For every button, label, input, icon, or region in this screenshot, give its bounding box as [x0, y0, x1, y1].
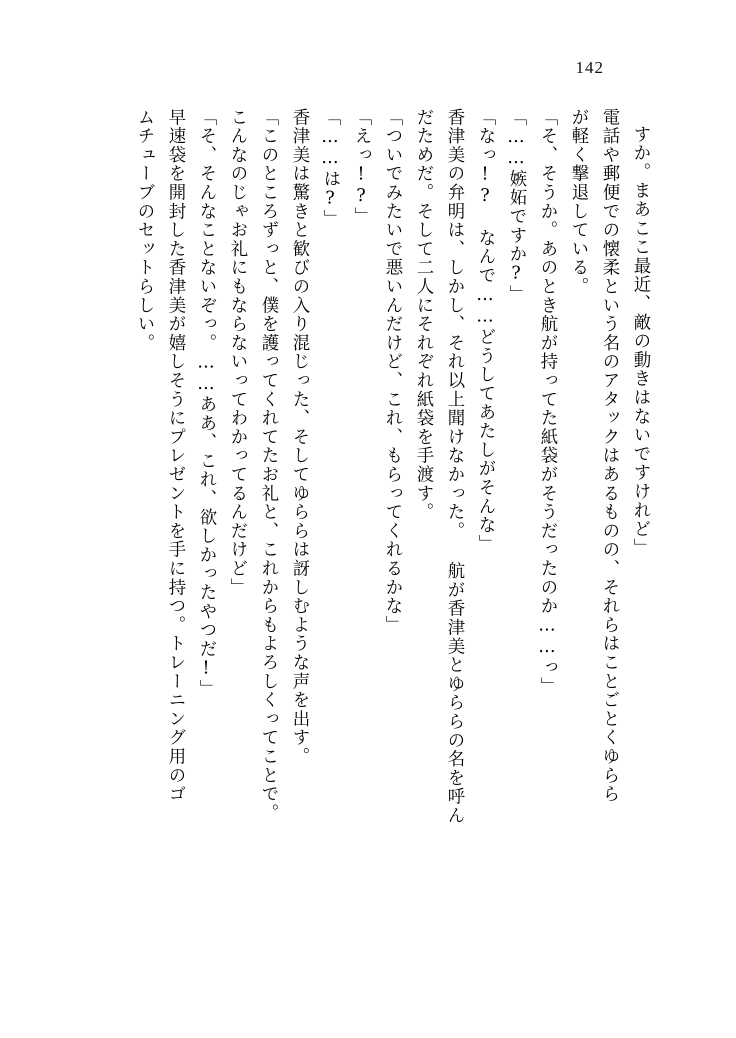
text-line: ムチューブのセットらしい。: [134, 108, 154, 353]
text-line: 香津美は驚きと歓びの入り混じった、そしてゆららは訝しむような声を出す。: [289, 108, 309, 766]
text-line: すか。まあここ最近、敵の動きはないですけれど」: [630, 125, 650, 558]
text-line: 「……は?」: [320, 108, 340, 229]
text-line: 「……嫉妬ですか?」: [506, 108, 526, 304]
text-line: 早速袋を開封した香津美が嬉しそうにプレゼントを手に持つ。トレーニング用のゴ: [165, 108, 185, 804]
text-line: こんなのじゃお礼にもならないってわかってるんだけど」: [227, 108, 247, 597]
vertical-text-body: [88, 108, 648, 938]
text-line: 「そ、そうか。あのとき航が持ってた紙袋がそうだったのか……っ」: [537, 108, 557, 696]
text-line: が軽く撃退している。: [568, 108, 588, 296]
text-line: 電話や郵便での懐柔という名のアタックはあるものの、それらはことごとくゆらら: [599, 108, 619, 804]
text-line: 「なっ!? なんで……どうしてあたしがそんな」: [475, 108, 495, 554]
text-line: だためだ。そして二人にそれぞれ紙袋を手渡す。: [413, 108, 433, 522]
page-number: 142: [575, 58, 604, 77]
text-line: 「そ、そんなことないぞっ。……ああ、これ、欲しかったやつだ!」: [196, 108, 216, 699]
text-line: 「このところずっと、僕を護ってくれてたお礼と、これからもよろしくってことで。: [258, 108, 278, 823]
text-line: 「ついでみたいで悪いんだけど、これ、もらってくれるかな」: [382, 108, 402, 635]
text-line: 香津美の弁明は、しかし、それ以上聞けなかった。 航が香津美とゆららの名を呼ん: [444, 108, 464, 825]
text-line: 「えっ!?」: [351, 108, 371, 226]
